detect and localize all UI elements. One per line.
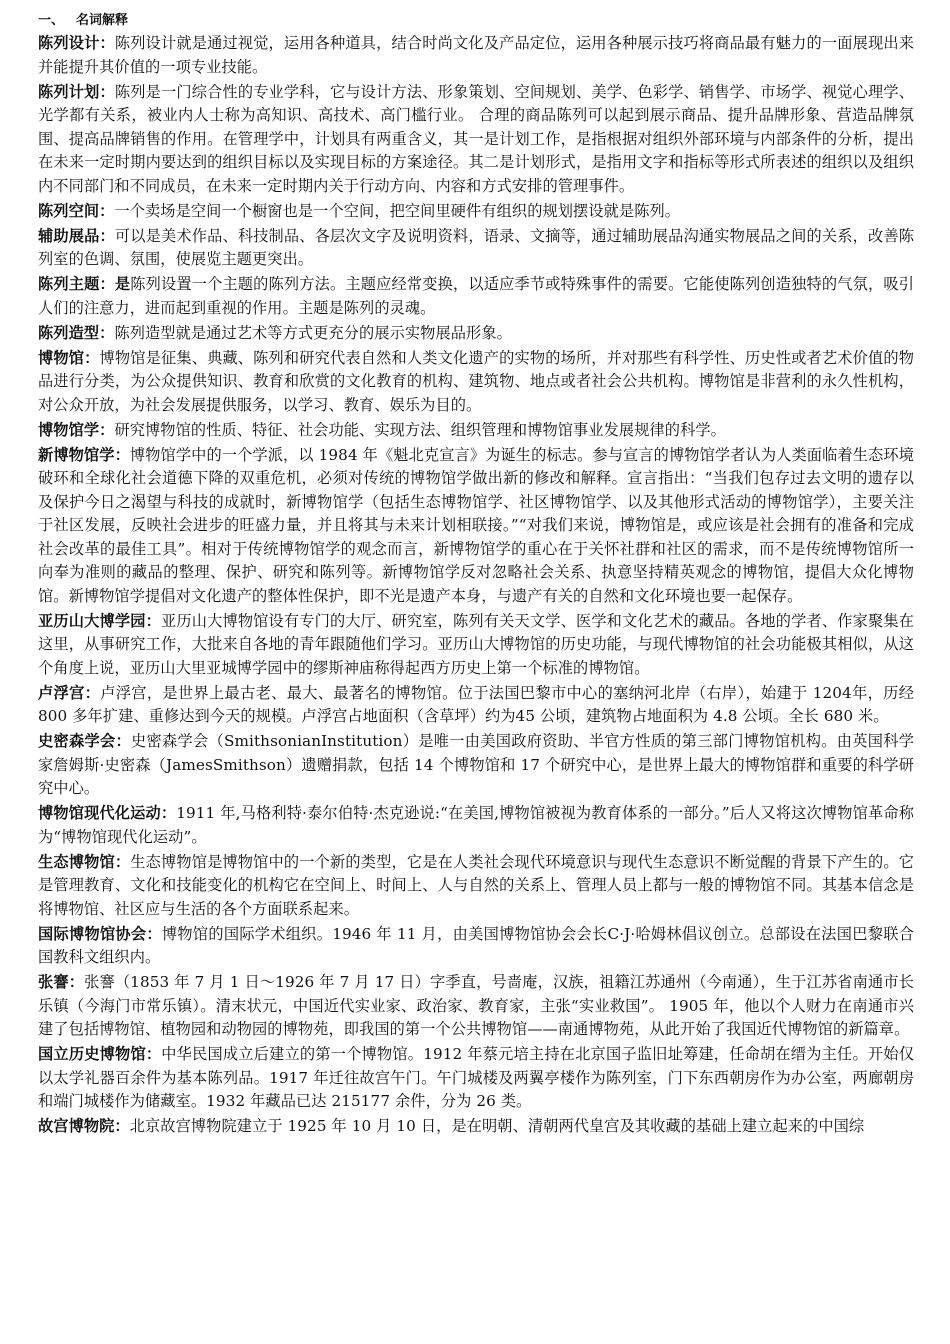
entry-text: 卢浮宫，是世界上最古老、最大、最著名的博物馆。位于法国巴黎市中心的塞纳河北岸（右岸），始建于 1204年，历经 800 多年扩建、重修达到今天的规模。卢浮宫占地面积（含草坪）约为45 公顷，建筑物占地面积为 4.8 公顷。全长 680 米。 bbox=[38, 683, 914, 725]
document-page bbox=[38, 10, 914, 1140]
section-title: 名词解释 bbox=[76, 13, 129, 28]
entry-text: 一个卖场是空间一个橱窗也是一个空间，把空间里硬件有组织的规划摆设就是陈列。 bbox=[114, 201, 681, 220]
entry-text: 研究博物馆的性质、特征、社会功能、实现方法、组织管理和博物馆事业发展规律的科学。 bbox=[114, 420, 726, 439]
entry-term: 亚历山大博学园： bbox=[38, 611, 161, 630]
entry-text: 生态博物馆是博物馆中的一个新的类型，它是在人类社会现代环境意识与现代生态意识不断觉醒的背景下产生的。它是管理教育、文化和技能变化的机构它在空间上、时间上、人与自然的关系上、管理人员上都与一般的博物馆不同。其基本信念是将博物馆、社区应与生活的各个方面联系起来。 bbox=[38, 852, 914, 918]
entry-term: 博物馆： bbox=[38, 348, 100, 367]
entry-term: 辅助展品： bbox=[38, 226, 115, 245]
entry-term: 新博物馆学： bbox=[38, 445, 130, 464]
entry-text: 陈列设计就是通过视觉，运用各种道具，结合时尚文化及产品定位，运用各种展示技巧将商品最有魅力的一面展现出来并能提升其价值的一项专业技能。 bbox=[38, 34, 915, 76]
entry-zhang-jian bbox=[38, 971, 914, 1042]
entry-ecomuseum bbox=[38, 851, 914, 922]
entry-text: 亚历山大博物馆设有专门的大厅、研究室，陈列有关天文学、医学和文化艺术的藏品。各地的学者、作家聚集在这里，从事研究工作，大批来自各地的青年跟随他们学习。亚历山大博物馆的历史功能，与现代博物馆的社会功能极其相似，从这个角度上说，亚历山大里亚城博学园中的缪斯神庙称得起西方历史上第一个标准的博物馆。 bbox=[38, 611, 914, 677]
entry-display-theme bbox=[38, 273, 914, 320]
entry-term: 国立历史博物馆： bbox=[38, 1045, 162, 1063]
entry-text: 博物馆学中的一个学派，以 1984 年《魁北克宣言》为诞生的标志。参与宣言的博物馆学者认为人类面临着生态环境破环和全球化社会道德下降的双重危机，必须对传统的博物馆学做出新的修改和解释。宣言指出：“当我们包存过去文明的遗存以及保护今日之渴望与科技的成就时，新博物馆学（包括生态博物馆学、社区博物馆学、以及其他形式活动的博物馆学），主要关注于社区发展，反映社会进步的旺盛力量，并且将其与未来计划相联接。”“对我们来说，博物馆是，或应该是社会拥有的准备和完成社会改革的最佳工具”。相对于传统博物馆学的观念而言，新博物馆学的重心在于关怀社群和社区的需求，而不是传统博物馆所一向奉为准则的藏品的整理、保护、研究和陈列等。新博物馆学反对忽略社会关系、执意坚持精英观念的博物馆，提倡大众化博物馆。新博物馆学提倡对文化遗产的整体性保护，即不光是遗产本身，与遗产有关的自然和文化环境也要一起保存。 bbox=[38, 445, 914, 605]
entry-display-modeling bbox=[38, 322, 914, 346]
entry-text: 陈列造型就是通过艺术等方式更充分的展示实物展品形象。 bbox=[114, 323, 512, 342]
entry-new-museology bbox=[38, 444, 914, 609]
entry-text: 张謇（1853 年 7 月 1 日～1926 年 7 月 17 日）字季直，号啬庵，汉族，祖籍江苏通州（今南通），生于江苏省南通市长乐镇（今海门市常乐镇）。清末状元，中国近代实业家、政治家、教育家，主张“实业救国”。 1905 年，他以个人财力在南通市兴建了包括博物馆、植物园和动物园的博物苑，即我国的第一个公共博物馆——南通博物苑，从此开始了我国近代博物馆的新篇章。 bbox=[38, 973, 914, 1038]
entry-louvre bbox=[38, 682, 914, 729]
entry-text: 1911 年,马格利特·泰尔伯特·杰克逊说:“在美国,博物馆被视为教育体系的一部分。”后人又将这次博物馆革命称为“博物馆现代化运动”。 bbox=[38, 804, 914, 846]
entry-museology bbox=[38, 419, 914, 443]
entry-term: 张謇： bbox=[38, 973, 85, 991]
entry-term: 史密森学会： bbox=[38, 732, 132, 750]
entry-term: 陈列主题：是 bbox=[38, 275, 131, 293]
entry-term: 生态博物馆： bbox=[38, 852, 131, 871]
entry-term: 陈列造型： bbox=[38, 323, 115, 342]
entry-museum bbox=[38, 347, 914, 418]
entry-term: 陈列设计： bbox=[38, 34, 115, 52]
entry-text: 陈列设置一个主题的陈列方法。主题应经常变换，以适应季节或特殊事件的需要。它能使陈列创造独特的气氛，吸引人们的注意力，进而起到重视的作用。主题是陈列的灵魂。 bbox=[38, 275, 914, 317]
entry-display-design bbox=[38, 32, 914, 79]
entry-text: 可以是美术作品、科技制品、各层次文字及说明资料，语录、文摘等，通过辅助展品沟通实物展品之间的关系，改善陈列室的色调、氛围，使展览主题更突出。 bbox=[38, 226, 915, 268]
section-number: 一、 bbox=[38, 13, 65, 28]
entry-text: 博物馆是征集、典藏、陈列和研究代表自然和人类文化遗产的实物的场所，并对那些有科学性、历史性或者艺术价值的物品进行分类，为公众提供知识、教育和欣赏的文化教育的机构、建筑物、地点或者社会公共机构。博物馆是非营利的永久性机构，对公众开放，为社会发展提供服务，以学习、教育、娱乐为目的。 bbox=[38, 348, 914, 414]
entry-term: 博物馆学： bbox=[38, 420, 115, 439]
entry-smithsonian bbox=[38, 730, 914, 801]
entry-term: 故宫博物院： bbox=[38, 1117, 130, 1135]
entry-term: 陈列空间： bbox=[38, 201, 115, 220]
entry-palace-museum bbox=[38, 1115, 914, 1139]
entry-national-history-museum bbox=[38, 1043, 914, 1114]
section-heading bbox=[38, 10, 914, 32]
entry-term: 卢浮宫： bbox=[38, 683, 101, 702]
entry-term: 博物馆现代化运动： bbox=[38, 804, 177, 822]
entry-text: 史密森学会（SmithsonianInstitution）是唯一由美国政府资助、半官方性质的第三部门博物馆机构。由英国科学家詹姆斯·史密森（JamesSmithson）遗赠捐款，包括 14 个博物馆和 17 个研究中心，是世界上最大的博物馆群和重要的科学研究中心。 bbox=[38, 732, 914, 797]
entry-auxiliary-exhibits bbox=[38, 225, 914, 272]
entry-text: 中华民国成立后建立的第一个博物馆。1912 年蔡元培主持在北京国子监旧址筹建，任命胡在缙为主任。开始仅以太学礼器百余件为基本陈列品。1917 年迁往故宫午门。午门城楼及两翼亭楼作为陈列室，门下东西朝房作为办公室，两廊朝房和端门城楼作为储藏室。1932 年藏品已达 215177 余件，分为 26 类。 bbox=[38, 1045, 914, 1110]
entry-display-plan bbox=[38, 81, 914, 199]
entry-text: 北京故宫博物院建立于 1925 年 10 月 10 日，是在明朝、清朝两代皇宫及其收藏的基础上建立起来的中国综 bbox=[129, 1117, 865, 1135]
entry-term: 国际博物馆协会： bbox=[38, 924, 162, 943]
entry-term: 陈列计划： bbox=[38, 82, 115, 101]
entry-text: 陈列是一门综合性的专业学科，它与设计方法、形象策划、空间规划、美学、色彩学、销售学、市场学、视觉心理学、光学都有关系，被业内人士称为高知识、高技术、高门槛行业。 合理的商品陈列可以起到展示商品、提升品牌形象、营造品牌氛围、提高品牌销售的作用。在管理学中，计划具有两重含义，其一是计划工作，是指根据对组织外部环境与内部条件的分析，提出在未来一定时期内要达到的组织目标以及实现目标的方案途径。其二是计划形式，是指用文字和指标等形式所表述的组织以及组织内不同部门和不同成员，在未来一定时期内关于行动方向、内容和方式安排的管理事件。 bbox=[38, 82, 915, 195]
entry-text: 博物馆的国际学术组织。1946 年 11 月，由美国博物馆协会会长C·J·哈姆林倡议创立。总部设在法国巴黎联合国教科文组织内。 bbox=[38, 924, 914, 966]
entry-museum-modernization bbox=[38, 802, 914, 849]
entry-alexandria-museum bbox=[38, 610, 914, 681]
entry-icom bbox=[38, 923, 914, 970]
entry-display-space bbox=[38, 200, 914, 224]
